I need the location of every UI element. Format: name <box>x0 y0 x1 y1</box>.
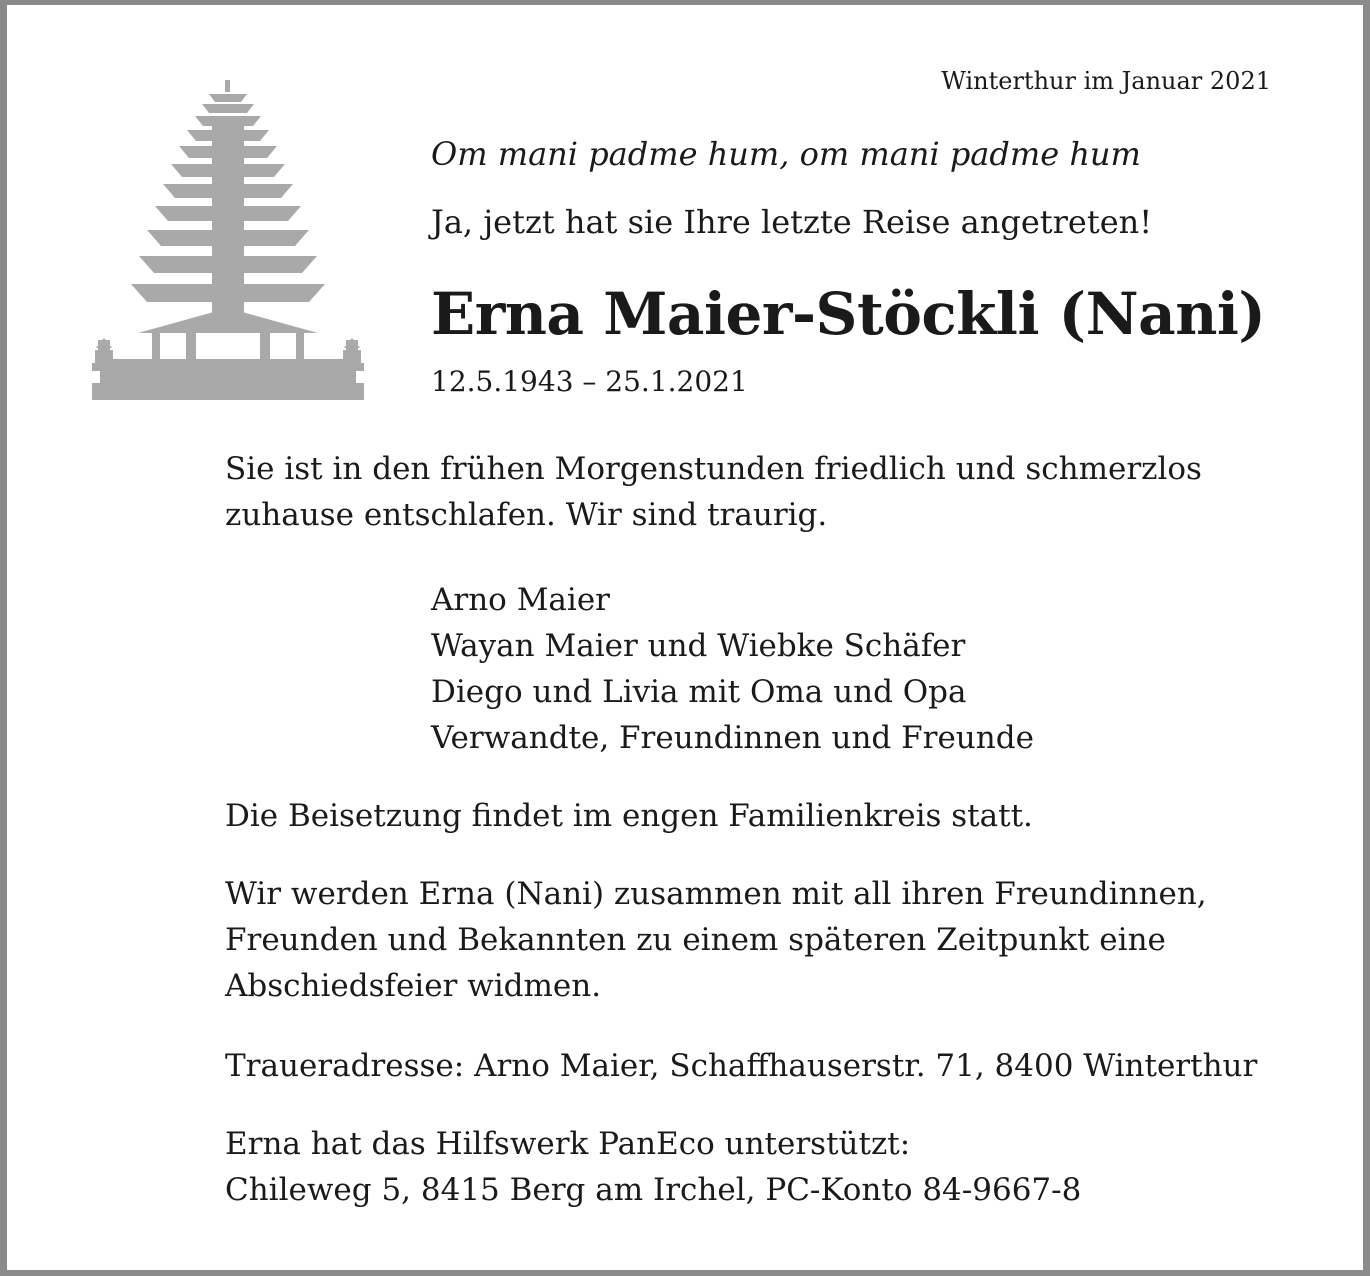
donation-info <box>225 1121 1081 1213</box>
mourner-line: Verwandte, Freundinnen und Freunde <box>431 720 1034 756</box>
place-date: Winterthur im Januar 2021 <box>941 67 1271 95</box>
mantra: Om mani padme hum, om mani padme hum <box>431 135 1141 173</box>
intro-line: Ja, jetzt hat sie Ihre letzte Reise angetreten! <box>431 203 1153 241</box>
mourner-line: Diego und Livia mit Oma und Opa <box>431 674 967 710</box>
farewell-note: Wir werden Erna (Nani) zusammen mit all ihren Freundinnen, Freunden und Bekannten zu einem späteren Zeitpunkt eine Abschiedsfeier widmen. <box>225 876 1207 1004</box>
mourners-list <box>431 577 1034 761</box>
donation-line: Erna hat das Hilfswerk PanEco unterstützt: <box>225 1126 911 1162</box>
life-dates: 12.5.1943 – 25.1.2021 <box>431 365 748 398</box>
deceased-name: Erna Maier-Stöckli (Nani) <box>431 280 1266 348</box>
burial-note: Die Beisetzung findet im engen Familienkreis statt. <box>225 798 1033 834</box>
pagoda-icon <box>92 80 364 400</box>
mourner-line: Wayan Maier und Wiebke Schäfer <box>431 628 966 664</box>
announcement-paragraph: Sie ist in den frühen Morgenstunden friedlich und schmerzlos zuhause entschlafen. Wir sind traurig. <box>225 451 1202 533</box>
donation-line: Chileweg 5, 8415 Berg am Irchel, PC-Konto 84-9667-8 <box>225 1172 1082 1208</box>
mourning-address: Traueradresse: Arno Maier, Schaffhauserstr. 71, 8400 Winterthur <box>225 1048 1258 1084</box>
mourner-line: Arno Maier <box>431 582 610 618</box>
